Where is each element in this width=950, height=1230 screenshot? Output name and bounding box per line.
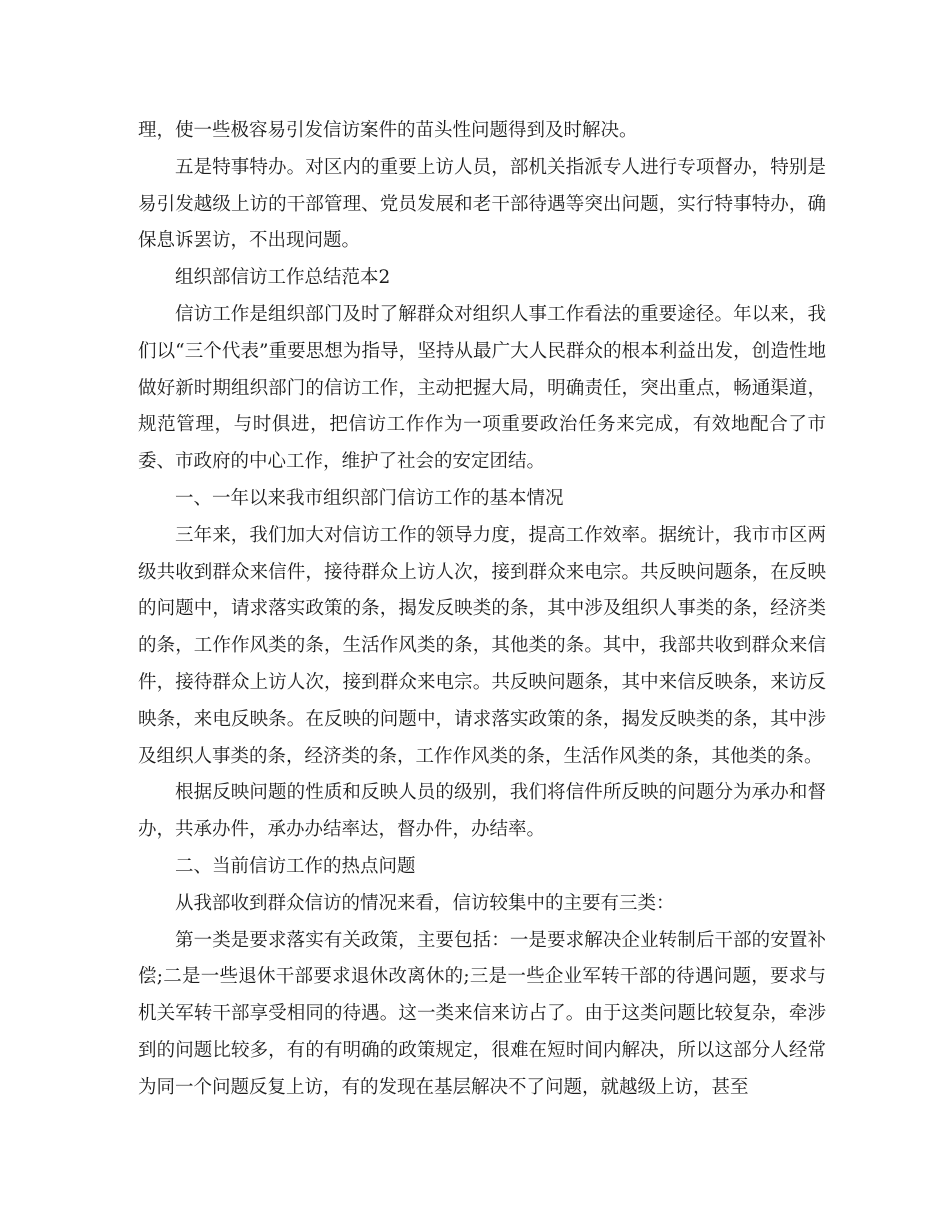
paragraph-4: 信访工作是组织部门及时了解群众对组织人事工作看法的重要途径。年以来，我们以“三个代表”重要思想为指导，坚持从最广大人民群众的根本利益出发，创造性地做好新时期组织部门的信访工作，主动把握大局，明确责任，突出重点，畅通渠道，规范管理，与时俱进，把信访工作作为一项重要政治任务来完成，有效地配合了市委、市政府的中心工作，维护了社会的安定团结。 bbox=[138, 303, 826, 473]
heading-1: 一、一年以来我市组织部门信访工作的基本情况 bbox=[175, 487, 564, 509]
section-title: 组织部信访工作总结范本2 bbox=[175, 267, 391, 289]
paragraph-6: 三年来，我们加大对信访工作的领导力度，提高工作效率。据统计，我市市区两级共收到群众来信件，接待群众上访人次，接到群众来电宗。共反映问题条，在反映的问题中，请求落实政策的条，揭发反映类的条，其中涉及组织人事类的条，经济类的条，工作作风类的条，生活作风类的条，其他类的条。其中，我部共收到群众来信件，接待群众上访人次，接到群众来电宗。共反映问题条，其中来信反映条，来访反映条，来电反映条。在反映的问题中，请求落实政策的条，揭发反映类的条，其中涉及组织人事类的条，经济类的条，工作作风类的条，生活作风类的条，其他类的条。 bbox=[138, 524, 826, 767]
paragraph-10: 第一类是要求落实有关政策，主要包括：一是要求解决企业转制后干部的安置补偿;二是一些退休干部要求退休改离休的;三是一些企业军转干部的待遇问题，要求与机关军转干部享受相同的待遇。这一类来信来访占了。由于这类问题比较复杂，牵涉到的问题比较多，有的有明确的政策规定，很难在短时间内解决，所以这部分人经常为同一个问题反复上访，有的发现在基层解决不了问题，就越级上访，甚至 bbox=[138, 929, 826, 1098]
paragraph-9: 从我部收到群众信访的情况来看，信访较集中的主要有三类： bbox=[175, 892, 675, 914]
paragraph-2: 五是特事特办。对区内的重要上访人员，部机关指派专人进行专项督办，特别是易引发越级上访的干部管理、党员发展和老干部待遇等突出问题，实行特事特办，确保息诉罢访，不出现问题。 bbox=[138, 156, 826, 252]
paragraph-1: 理，使一些极容易引发信访案件的苗头性问题得到及时解决。 bbox=[138, 120, 638, 141]
heading-2: 二、当前信访工作的热点问题 bbox=[175, 855, 416, 877]
document-body bbox=[138, 113, 826, 1107]
paragraph-7: 根据反映问题的性质和反映人员的级别，我们将信件所反映的问题分为承办和督办，共承办件，承办办结率达，督办件，办结率。 bbox=[138, 782, 826, 841]
